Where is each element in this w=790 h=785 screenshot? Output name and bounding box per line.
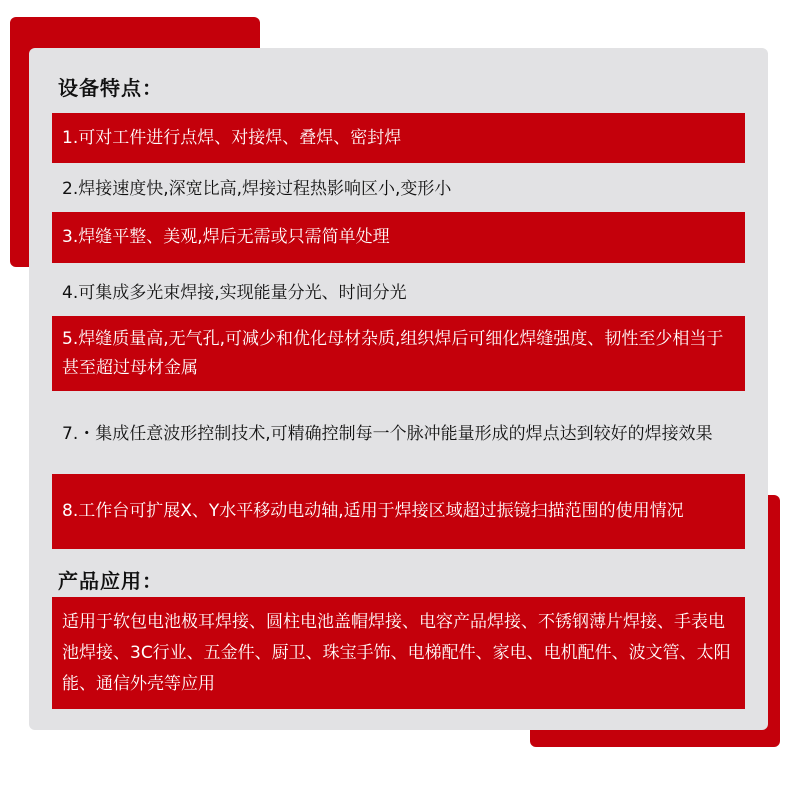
feature-item-text: 8.工作台可扩展X、Y水平移动电动轴,适用于焊接区域超过振镜扫描范围的使用情况 [62,501,684,521]
applications-text: 适用于软包电池极耳焊接、圆柱电池盖帽焊接、电容产品焊接、不锈钢薄片焊接、手表电池焊接、3C行业、五金件、厨卫、珠宝手饰、电梯配件、家电、电机配件、波文管、太阳能、通信外壳等应用 [62,611,731,694]
feature-item-8 [52,474,745,549]
feature-item-4 [52,277,745,309]
feature-item-1 [52,113,745,163]
feature-item-7 [52,402,745,466]
feature-item-text: 4.可集成多光束焊接,实现能量分光、时间分光 [62,282,407,303]
feature-item-5 [52,316,745,391]
feature-item-text: 5.焊缝质量高,无气孔,可减少和优化母材杂质,组织焊后可细化焊缝强度、韧性至少相当于甚至超过母材金属 [62,328,724,378]
features-heading: 设备特点： [58,76,163,100]
feature-item-text: 1.可对工件进行点焊、对接焊、叠焊、密封焊 [62,127,402,148]
applications-heading: 产品应用： [58,569,163,593]
feature-item-text: 3.焊缝平整、美观,焊后无需或只需简单处理 [62,227,390,247]
feature-item-2 [52,173,745,205]
feature-item-text: 7.・集成任意波形控制技术,可精确控制每一个脉冲能量形成的焊点达到较好的焊接效果 [62,423,713,444]
applications-box [52,597,745,709]
feature-item-text: 2.焊接速度快,深宽比高,焊接过程热影响区小,变形小 [62,178,452,199]
feature-item-3 [52,212,745,263]
